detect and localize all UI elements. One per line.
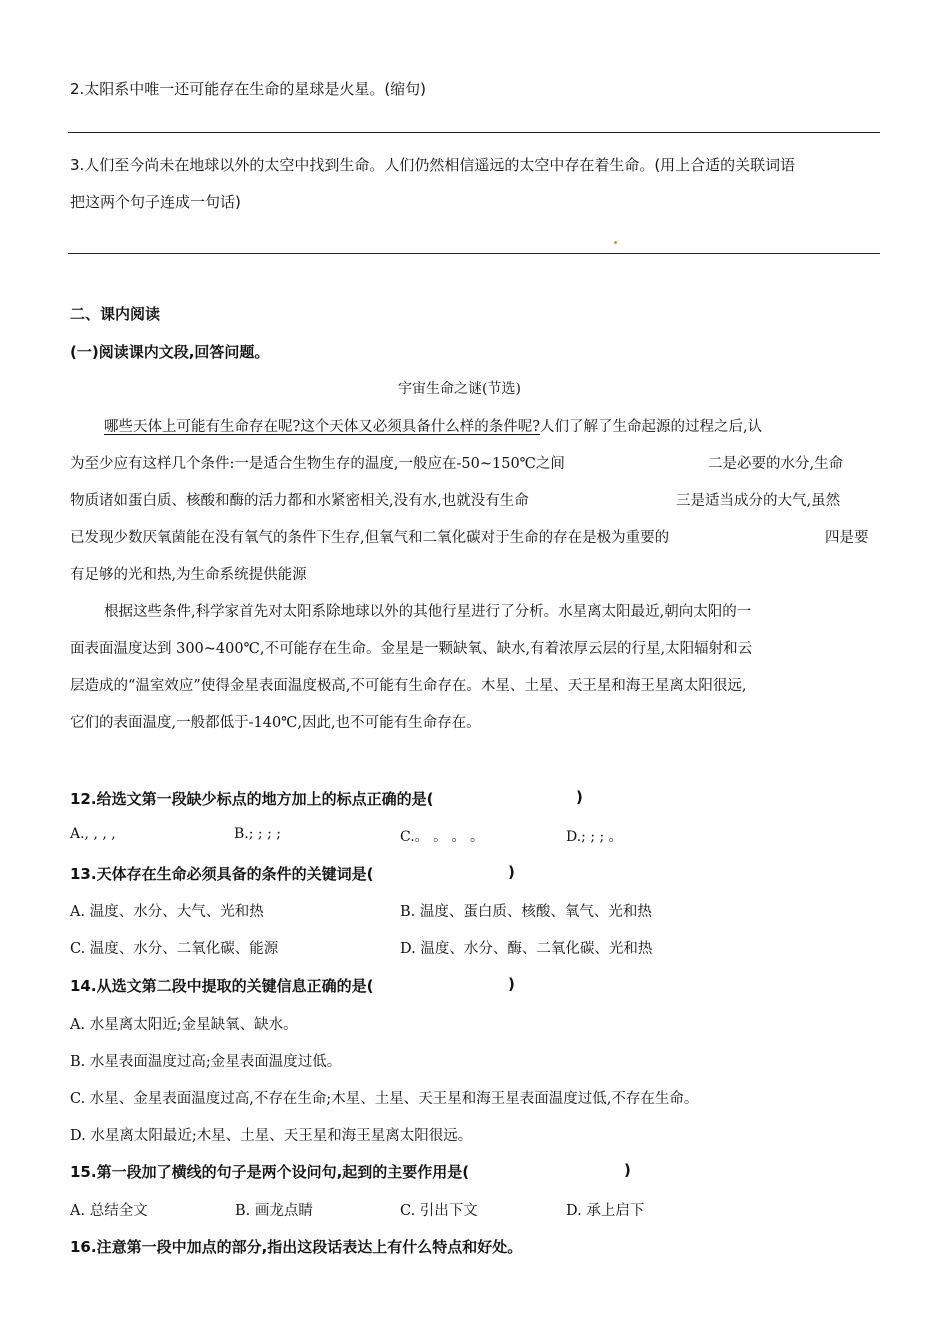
question-14-stem: 14.从选文第二段中提取的关键信息正确的是( <box>70 977 374 995</box>
q12-option-a: A., , , , <box>70 826 116 842</box>
q13-option-a: A. 温度、水分、大气、光和热 <box>70 904 264 920</box>
passage-p1-line2b: 二是必要的水分,生命 <box>708 456 844 472</box>
question-15-close: ) <box>624 1161 631 1179</box>
q12-option-c: C.。 。 。 。 <box>400 829 485 845</box>
passage-p1-line2a: 为至少应有这样几个条件:一是适合生物生存的温度,一般应在-50~150℃之间 <box>70 456 565 472</box>
passage-p2-line2: 面表面温度达到 300~400℃,不可能存在生命。金星是一颗缺氧、缺水,有着浓厚云层的行星,太阳辐射和云 <box>70 641 753 657</box>
q13-option-d: D. 温度、水分、酶、二氧化碳、光和热 <box>400 941 653 957</box>
q12-option-b: B.; ; ; ; <box>234 826 281 842</box>
stray-mark <box>614 241 617 244</box>
q13-option-b: B. 温度、蛋白质、核酸、氧气、光和热 <box>400 904 652 920</box>
exercise-3-line2: 把这两个句子连成一句话) <box>70 193 241 211</box>
question-13-close: ) <box>508 863 515 881</box>
passage-p1-line4a: 已发现少数厌氧菌能在没有氧气的条件下生存,但氧气和二氧化碳对于生命的存在是极为重要的 <box>70 530 670 546</box>
passage-p2-line1: 根据这些条件,科学家首先对太阳系除地球以外的其他行星进行了分析。水星离太阳最近,朝向太阳的一 <box>104 604 752 620</box>
question-14-close: ) <box>508 975 515 993</box>
underlined-questions: 哪些天体上可能有生命存在呢?这个天体又必须具备什么样的条件呢? <box>104 419 541 435</box>
passage-p1-line5: 有足够的光和热,为生命系统提供能源 <box>70 567 307 583</box>
exercise-3-line1: 3.人们至今尚未在地球以外的太空中找到生命。人们仍然相信遥远的太空中存在着生命。(用上合适的关联词语 <box>70 156 796 174</box>
exercise-2: 2.太阳系中唯一还可能存在生命的星球是火星。(缩句) <box>70 80 427 98</box>
passage-p1-line1 <box>104 415 762 436</box>
question-12-close: ) <box>576 788 583 806</box>
section-heading: 二、课内阅读 <box>70 305 161 323</box>
section-subheading: (一)阅读课内文段,回答问题。 <box>70 343 270 361</box>
question-16-stem: 16.注意第一段中加点的部分,指出这段话表达上有什么特点和好处。 <box>70 1238 523 1256</box>
question-13-stem: 13.天体存在生命必须具备的条件的关键词是( <box>70 865 374 883</box>
p1-line1-rest: 人们了解了生命起源的过程之后,认 <box>540 419 763 435</box>
passage-p1-line3a: 物质诸如蛋白质、核酸和酶的活力都和水紧密相关,没有水,也就没有生命 <box>70 493 529 509</box>
q14-option-c: C. 水星、金星表面温度过高,不存在生命;木星、土星、天王星和海王星表面温度过低,不存在生命。 <box>70 1091 699 1107</box>
question-15-stem: 15.第一段加了横线的句子是两个设问句,起到的主要作用是( <box>70 1163 470 1181</box>
q15-option-a: A. 总结全文 <box>70 1203 148 1219</box>
passage-p2-line4: 它们的表面温度,一般都低于-140℃,因此,也不可能有生命存在。 <box>70 715 481 731</box>
passage-title: 宇宙生命之谜(节选) <box>398 381 521 397</box>
passage-p1-line3b: 三是适当成分的大气,虽然 <box>676 493 841 509</box>
q14-option-a: A. 水星离太阳近;金星缺氧、缺水。 <box>70 1017 298 1033</box>
passage-p2-line3: 层造成的“温室效应”使得金星表面温度极高,不可能有生命存在。木星、土星、天王星和海王星离太阳很远, <box>70 678 747 694</box>
passage-p1-line4b: 四是要 <box>825 530 869 546</box>
question-12-stem: 12.给选文第一段缺少标点的地方加上的标点正确的是( <box>70 790 434 808</box>
q12-option-d: D.; ; ; 。 <box>566 829 623 845</box>
q15-option-d: D. 承上启下 <box>566 1203 645 1219</box>
answer-line-2 <box>68 132 880 133</box>
q15-option-b: B. 画龙点睛 <box>235 1203 313 1219</box>
q13-option-c: C. 温度、水分、二氧化碳、能源 <box>70 941 279 957</box>
q14-option-d: D. 水星离太阳最近;木星、土星、天王星和海王星离太阳很远。 <box>70 1128 473 1144</box>
q14-option-b: B. 水星表面温度过高;金星表面温度过低。 <box>70 1054 342 1070</box>
q15-option-c: C. 引出下文 <box>400 1203 478 1219</box>
answer-line-3 <box>68 253 880 254</box>
